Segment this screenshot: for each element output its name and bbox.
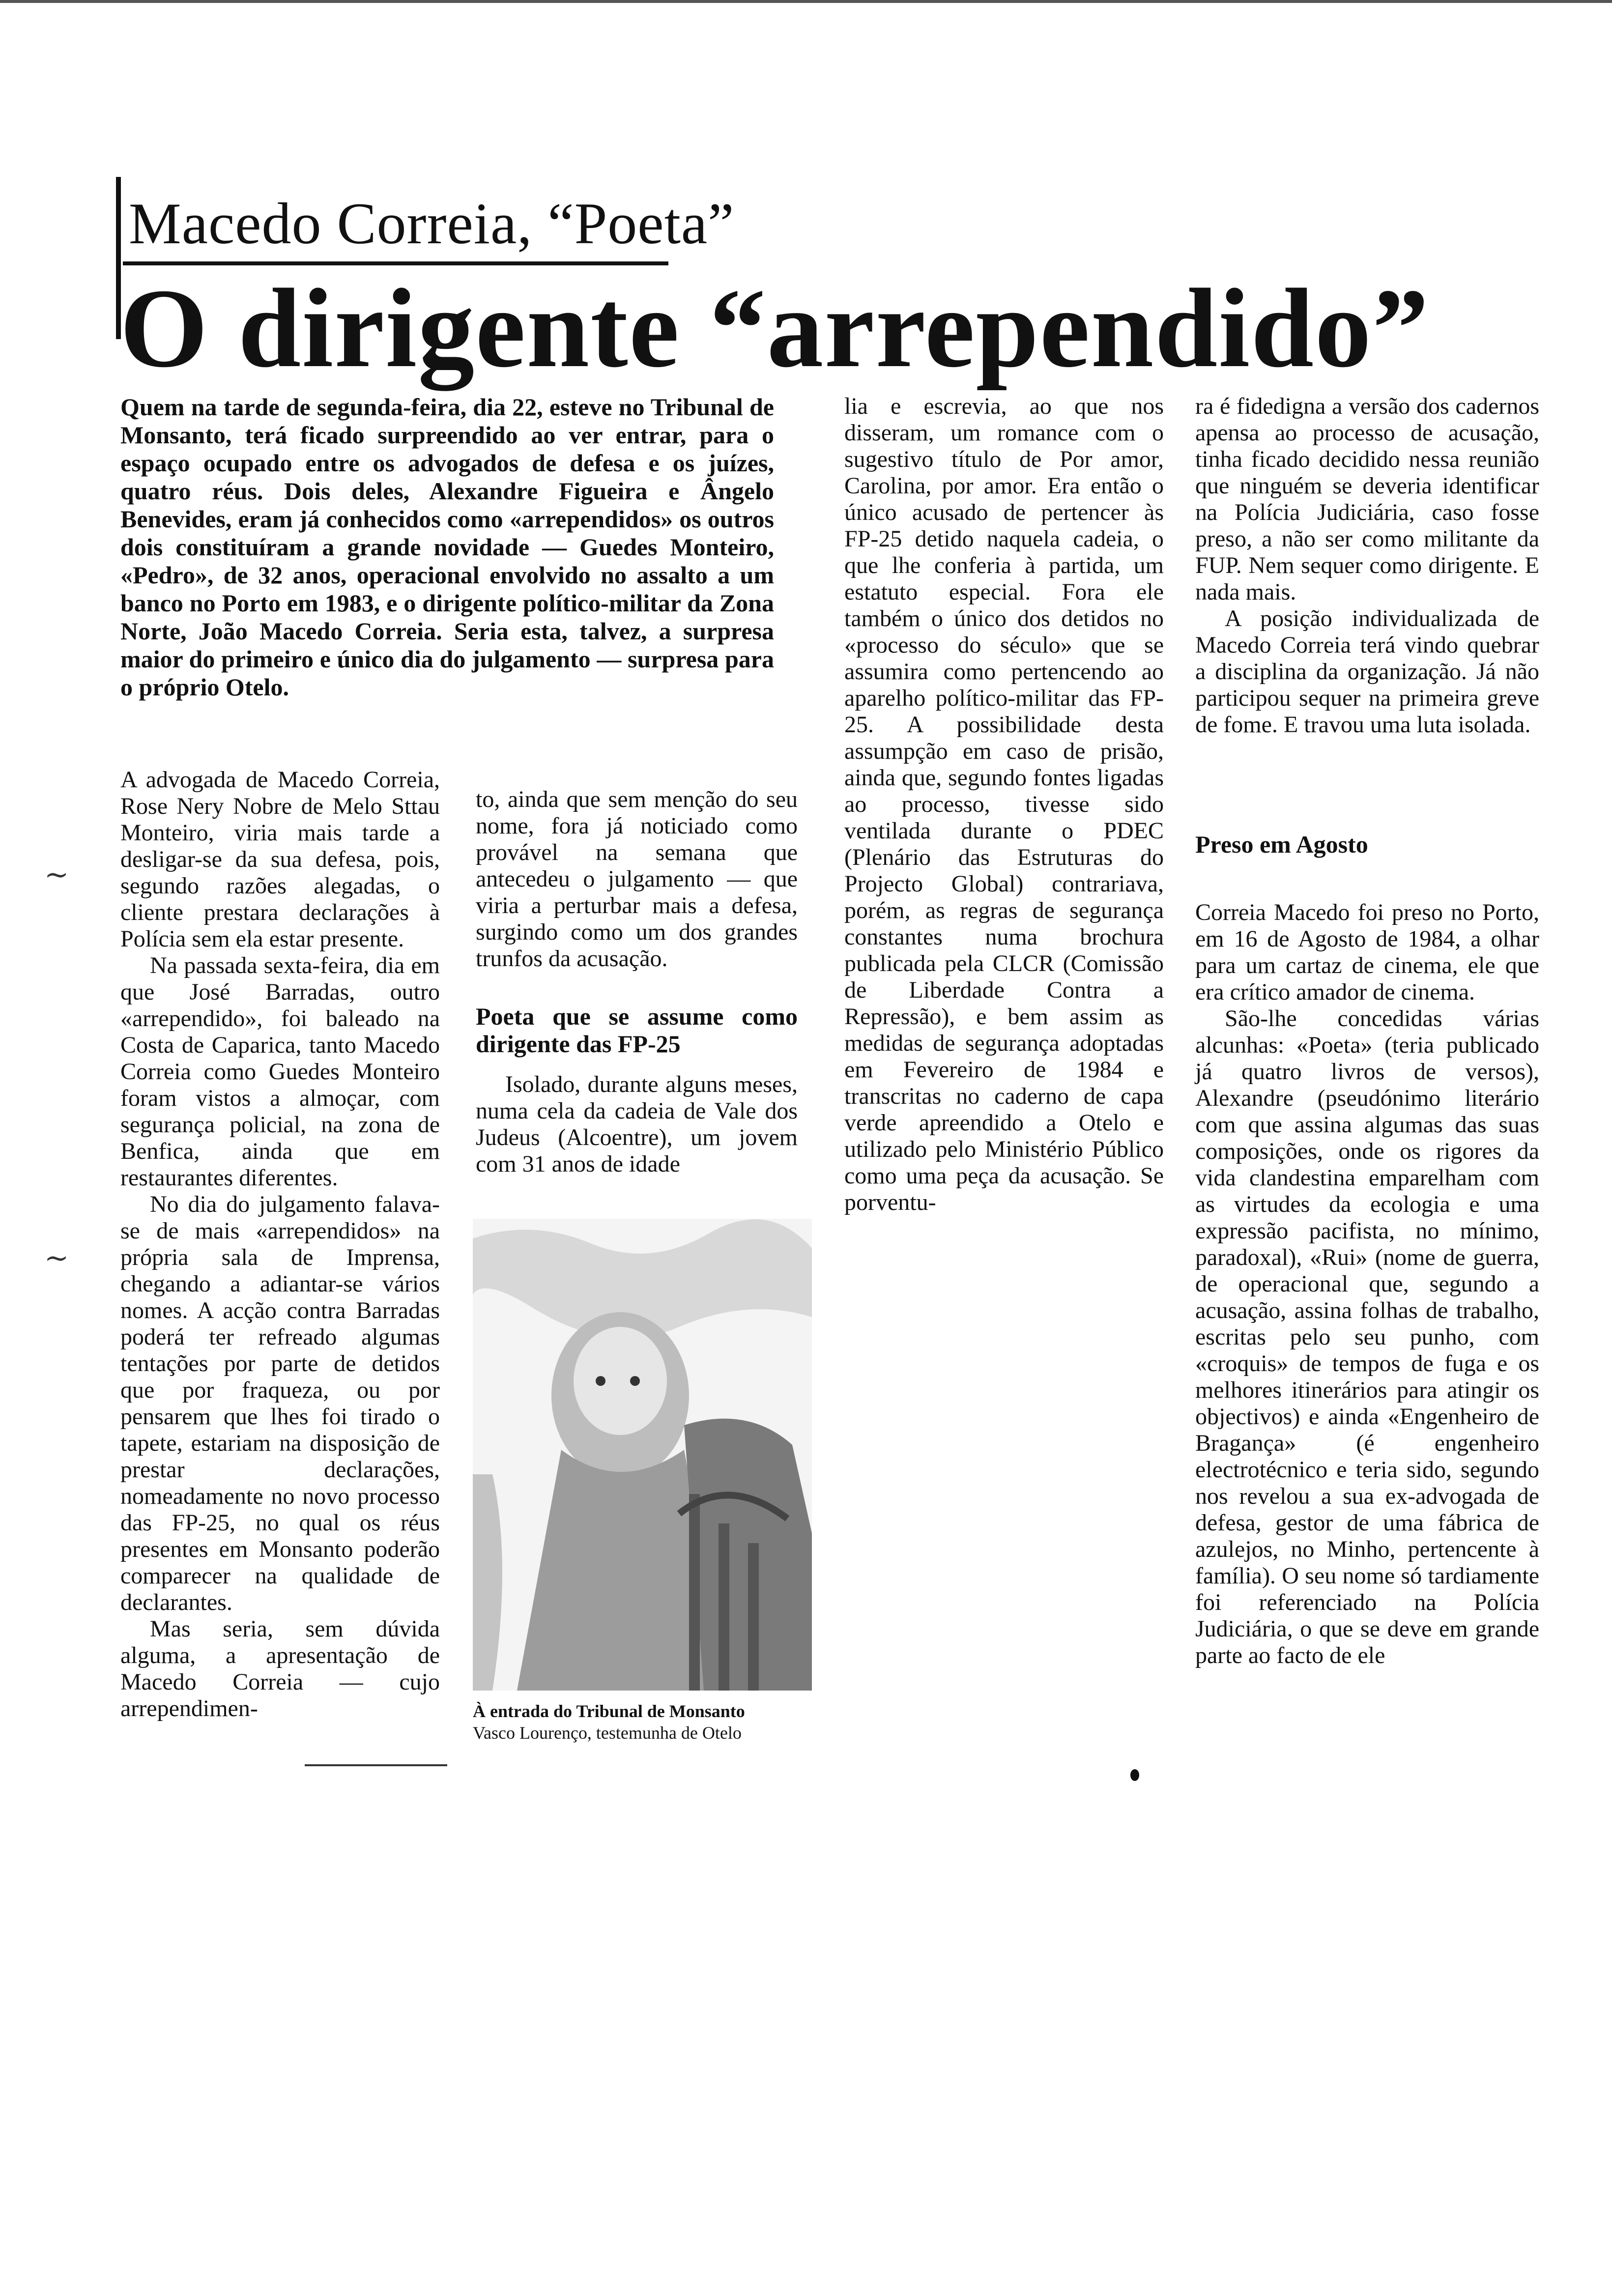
column-4-top (1195, 393, 1539, 738)
caption-credit: Vasco Lourenço, testemunha de Otelo (473, 1723, 742, 1743)
paragraph: Mas seria, sem dúvida alguma, a apresentação de Macedo Correia — cujo arrependimen- (120, 1616, 440, 1722)
kicker-rule (123, 261, 668, 265)
subhead-poeta: Poeta que se assume como dirigente das FP-25 (476, 1003, 798, 1058)
column-1 (120, 767, 440, 1722)
column-2-bottom (476, 1071, 798, 1177)
photo-caption (473, 1700, 827, 1744)
paragraph: to, ainda que sem menção do seu nome, fora já noticiado como provável na semana que antecedeu o julgamento — que viria a perturbar mais a defesa, surgindo como um dos grandes trunfos da acusação. (476, 786, 798, 972)
headline: O dirigente “arrependido” (120, 265, 1430, 391)
kicker: Macedo Correia, “Poeta” (129, 191, 735, 256)
column-2-top (476, 786, 798, 972)
margin-mark-icon: ∼ (44, 1242, 69, 1274)
subhead-preso: Preso em Agosto (1195, 831, 1368, 858)
top-border (0, 0, 1612, 3)
photo-image (473, 1219, 812, 1691)
end-bullet-icon (1130, 1769, 1139, 1781)
column-3 (844, 393, 1164, 1216)
paragraph: Na passada sexta-feira, dia em que José Barradas, outro «arrependido», foi baleado na Costa de Caparica, tanto Macedo Correia como Guedes Monteiro foram vistos a almoçar, com segurança policial, na zona de Benfica, ainda que em restaurantes diferentes. (120, 952, 440, 1191)
column-4-bottom (1195, 899, 1539, 1669)
court-photo (473, 1219, 812, 1691)
paragraph: A advogada de Macedo Correia, Rose Nery Nobre de Melo Sttau Monteiro, viria mais tarde a desligar-se da sua defesa, pois, segundo razões alegadas, o cliente prestara declarações à Polícia sem ela estar presente. (120, 767, 440, 952)
paragraph: São-lhe concedidas várias alcunhas: «Poeta» (teria publicado já quatro livros de versos), Alexandre (pseudónimo literário com que assina algumas das suas composições, onde os rigores da vida clandestina emparelham com as virtudes da ecologia e uma expressão pacifista, no mínimo, paradoxal), «Rui» (nome de guerra, de operacional que, segundo a acusação, assina folhas de trabalho, escritas pelo seu punho, com «croquis» de tempos de fuga e os melhores itinerários para atingir os objectivos) e ainda «Engenheiro de Bragança» (é engenheiro electrotécnico e teria sido, segundo nos revelou a sua ex-advogada de defesa, gestor de uma fábrica de azulejos, no Minho, pertencente à família). O seu nome só tardiamente foi referenciado na Polícia Judiciária, o que se deve em grande parte ao facto de ele (1195, 1005, 1539, 1668)
paragraph: ra é fidedigna a versão dos cadernos apensa ao processo de acusação, tinha ficado decidido nessa reunião que ninguém se deveria identificar na Polícia Judiciária, caso fosse preso, a não ser como militante da FUP. Nem sequer como dirigente. E nada mais. (1195, 393, 1539, 605)
column-end-rule (305, 1764, 447, 1766)
paragraph: lia e escrevia, ao que nos disseram, um romance com o sugestivo título de Por amor, Carolina, por amor. Era então o único acusado de pertencer às FP-25 detido naquela cadeia, o que lhe conferia à partida, um estatuto especial. Fora ele também o único dos detidos no «processo do século» que se assumira como pertencendo ao aparelho político-militar das FP-25. A possibilidade desta assumpção em caso de prisão, ainda que, segundo fontes ligadas ao processo, tivesse sido ventilada durante o PDEC (Plenário das Estruturas do Projecto Global) contrariava, porém, as regras de segurança constantes numa brochura publicada pela CLCR (Comissão de Liberdade Contra a Repressão), e bem assim as medidas de segurança adoptadas em Fevereiro de 1984 e transcritas no caderno de capa verde apreendido a Otelo e utilizado pelo Ministério Público como uma peça da acusação. Se porventu- (844, 393, 1164, 1215)
paragraph: A posição individualizada de Macedo Correia terá vindo quebrar a disciplina da organização. Já não participou sequer na primeira greve de fome. E travou uma luta isolada. (1195, 605, 1539, 738)
caption-title: À entrada do Tribunal de Monsanto (473, 1701, 745, 1721)
margin-mark-icon: ∼ (44, 859, 69, 891)
lead-paragraph: Quem na tarde de segunda-feira, dia 22, esteve no Tribunal de Monsanto, terá ficado surpreendido ao ver entrar, para o espaço ocupado entre os advogados de defesa e os juízes, quatro réus. Dois deles, Alexandre Figueira e Ângelo Benevides, eram já conhecidos como «arrependidos» os outros dois constituíram a grande novidade — Guedes Monteiro, «Pedro», de 32 anos, operacional envolvido no assalto a um banco no Porto em 1983, e o dirigente político-militar da Zona Norte, João Macedo Correia. Seria esta, talvez, a surpresa maior do primeiro e único dia do julgamento — surpresa para o próprio Otelo. (120, 393, 774, 701)
paragraph: Isolado, durante alguns meses, numa cela da cadeia de Vale dos Judeus (Alcoentre), um jovem com 31 anos de idade (476, 1071, 798, 1177)
paragraph: Correia Macedo foi preso no Porto, em 16 de Agosto de 1984, a olhar para um cartaz de cinema, ele que era crítico amador de cinema. (1195, 899, 1539, 1005)
paragraph: No dia do julgamento falava-se de mais «arrependidos» na própria sala de Imprensa, chegando a adiantar-se vários nomes. A acção contra Barradas poderá ter refreado algumas tentações por parte de detidos que por fraqueza, ou por pensarem que lhes foi tirado o tapete, estariam na disposição de prestar declarações, nomeadamente no novo processo das FP-25, no qual os réus presentes em Monsanto poderão comparecer na qualidade de declarantes. (120, 1191, 440, 1615)
